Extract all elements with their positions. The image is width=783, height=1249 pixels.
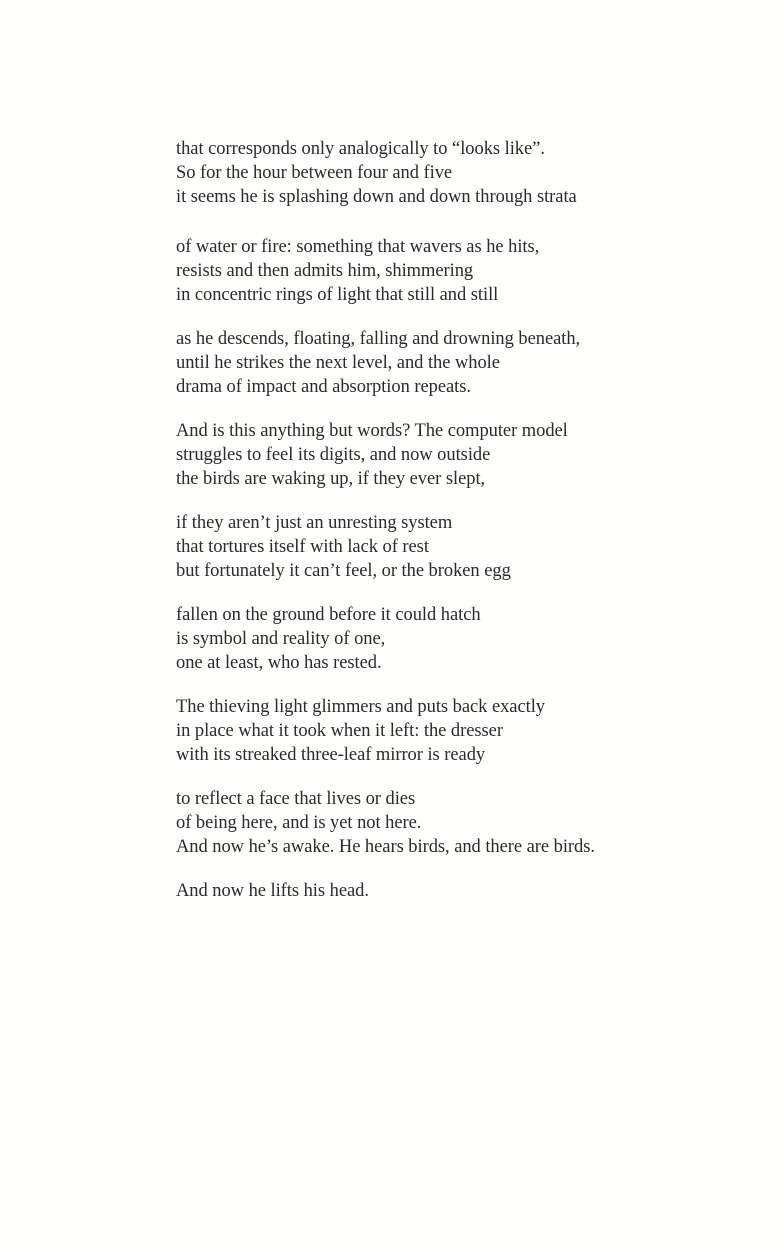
- poem-line: that corresponds only analogically to “looks like”.: [176, 139, 545, 159]
- poem-line: is symbol and reality of one,: [176, 629, 386, 649]
- poem-line: drama of impact and absorption repeats.: [176, 377, 471, 397]
- poem-body: [176, 137, 776, 903]
- poem-line: The thieving light glimmers and puts back exactly: [176, 697, 546, 717]
- poem-line: And now he lifts his head.: [176, 881, 369, 901]
- stanza-2: [176, 235, 776, 307]
- poem-line: in place what it took when it left: the dresser: [176, 721, 503, 741]
- poem-line: the birds are waking up, if they ever slept,: [176, 469, 486, 489]
- stanza-4: [176, 419, 776, 491]
- poem-line: resists and then admits him, shimmering: [176, 261, 474, 281]
- poem-line: if they aren’t just an unresting system: [176, 513, 453, 533]
- stanza-9: [176, 879, 776, 903]
- poem-line: as he descends, floating, falling and drowning beneath,: [176, 329, 581, 349]
- poem-line: in concentric rings of light that still and still: [176, 285, 499, 305]
- poem-line: to reflect a face that lives or dies: [176, 789, 416, 809]
- poem-line: of being here, and is yet not here.: [176, 813, 422, 833]
- poem-line: it seems he is splashing down and down through strata: [176, 187, 577, 207]
- stanza-3: [176, 327, 776, 399]
- stanza-7: [176, 695, 776, 767]
- stanza-6: [176, 603, 776, 675]
- poem-line: And now he’s awake. He hears birds, and there are birds.: [176, 837, 595, 857]
- poem-line: that tortures itself with lack of rest: [176, 537, 429, 557]
- poem-line: but fortunately it can’t feel, or the broken egg: [176, 561, 511, 581]
- poem-line: with its streaked three-leaf mirror is ready: [176, 745, 486, 765]
- poem-line: until he strikes the next level, and the whole: [176, 353, 500, 373]
- poem-line: struggles to feel its digits, and now outside: [176, 445, 491, 465]
- stanza-8: [176, 787, 776, 859]
- poem-line: one at least, who has rested.: [176, 653, 382, 673]
- poem-line: of water or fire: something that wavers as he hits,: [176, 237, 540, 257]
- stanza-5: [176, 511, 776, 583]
- poem-line: And is this anything but words? The computer model: [176, 421, 568, 441]
- stanza-1: [176, 137, 776, 209]
- poem-line: So for the hour between four and five: [176, 163, 453, 183]
- poem-line: fallen on the ground before it could hatch: [176, 605, 481, 625]
